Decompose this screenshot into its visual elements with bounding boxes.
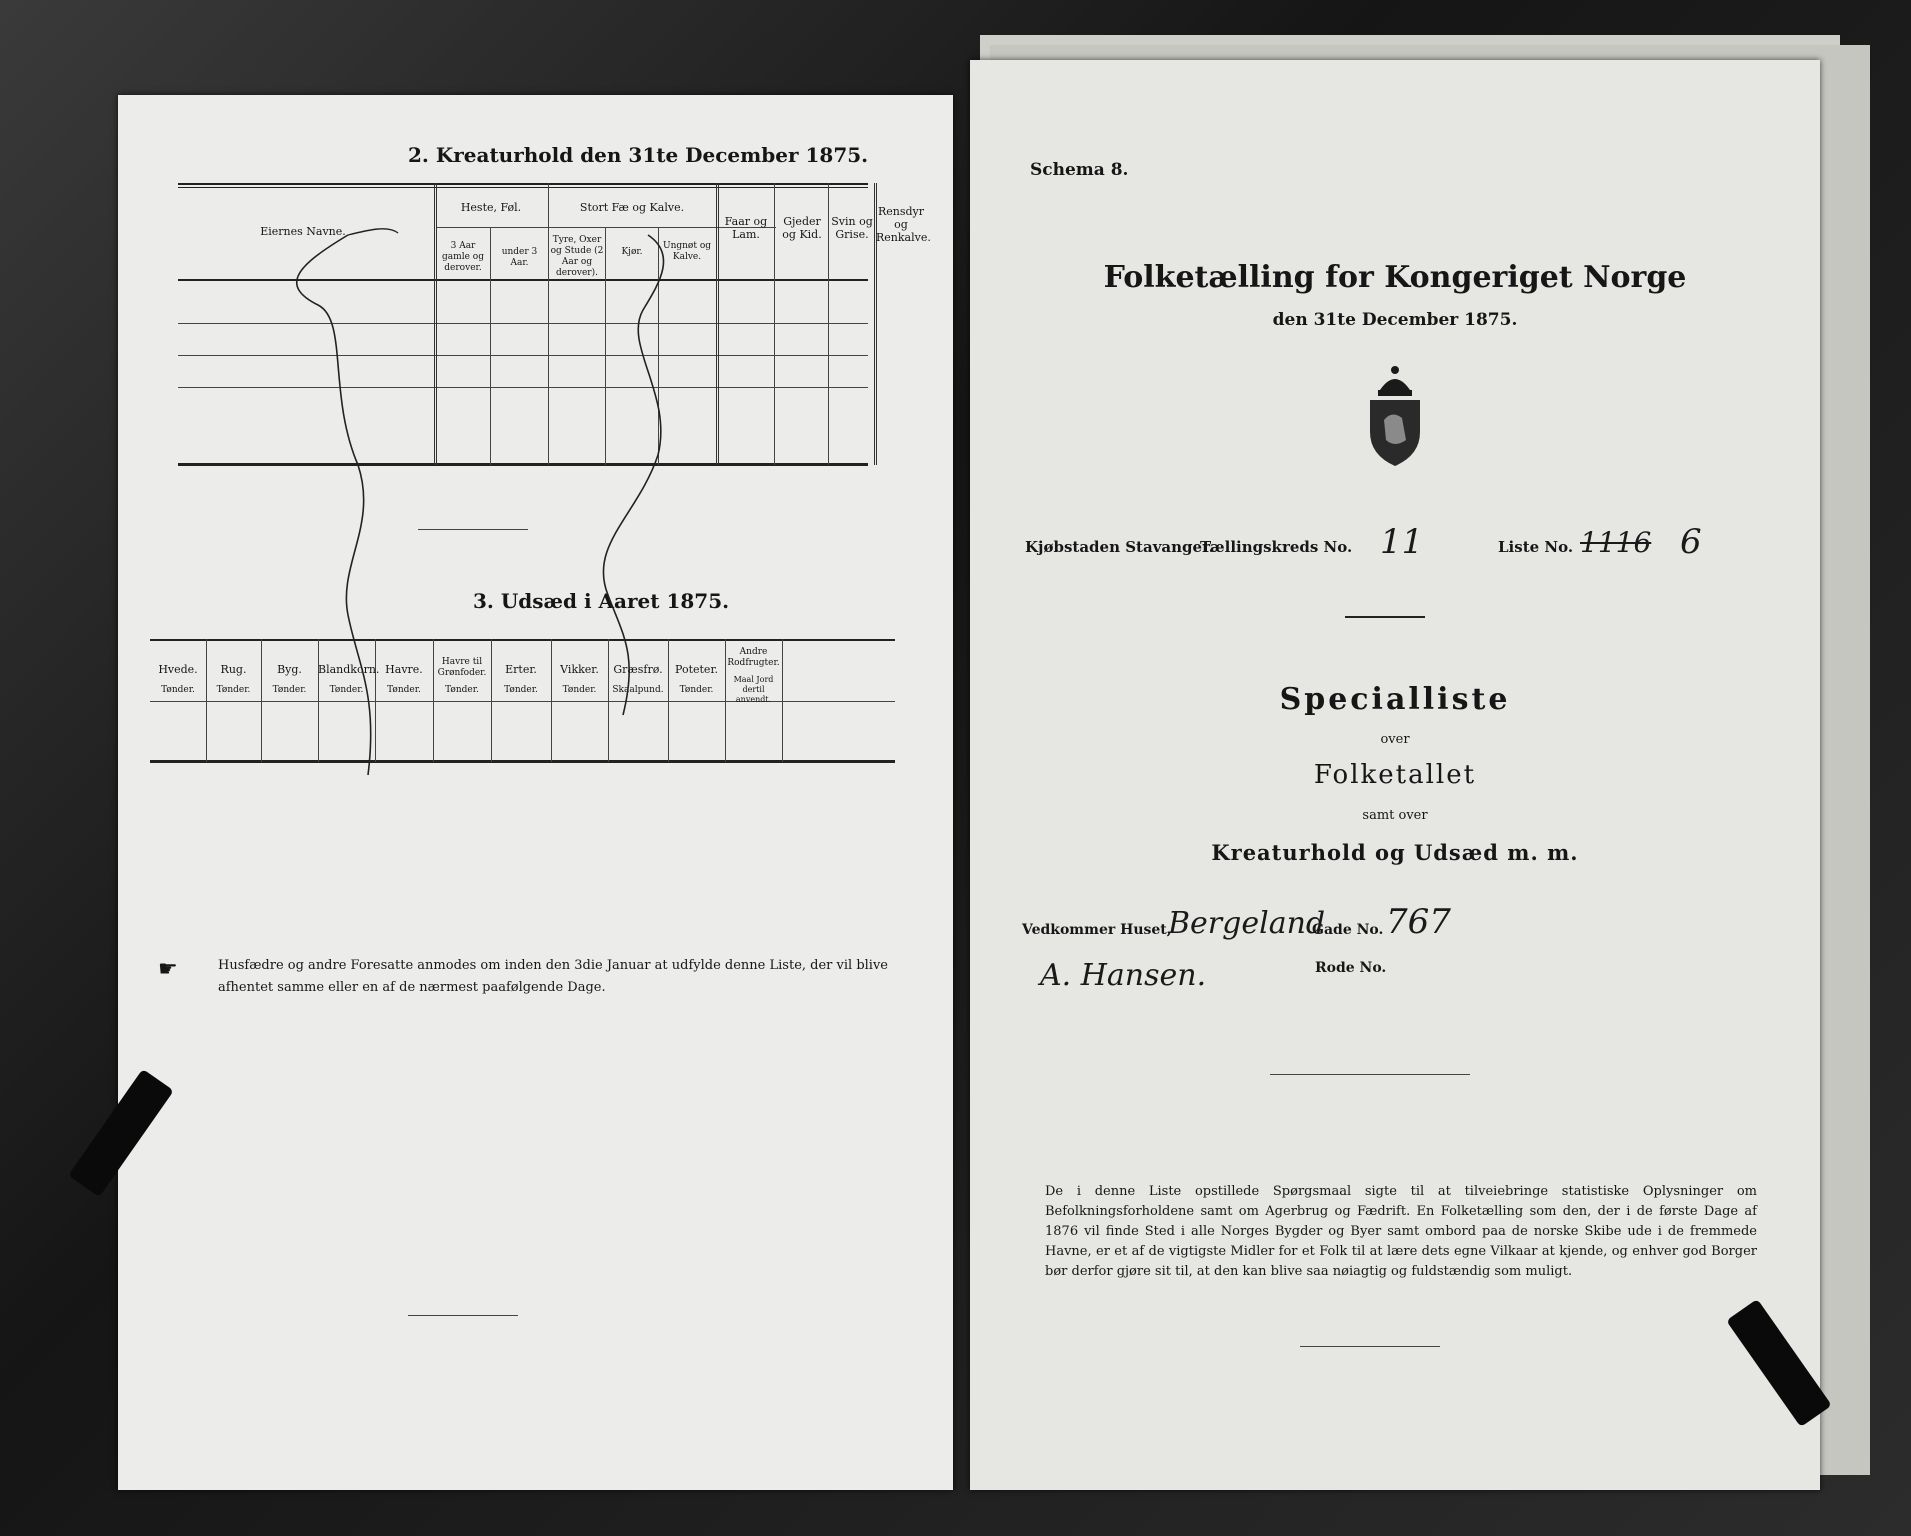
separator: [1300, 1346, 1440, 1347]
seed-unit: Tønder.: [329, 685, 364, 695]
street-label: Gade No.: [1312, 922, 1384, 938]
town-label: Kjøbstaden Stavanger.: [1025, 538, 1214, 556]
house-value: Bergeland: [1168, 906, 1326, 941]
col-pigs: Svin og Grise.: [831, 215, 873, 241]
document-date: den 31te December 1875.: [1272, 310, 1518, 330]
district-label: Tællingskreds No.: [1200, 538, 1353, 556]
seed-col-barley: Byg.: [277, 663, 302, 676]
street-value: 767: [1386, 902, 1451, 942]
col-cattle: Stort Fæ og Kalve.: [579, 201, 685, 214]
owner-name: A. Hansen.: [1040, 958, 1207, 993]
seed-unit: Tønder.: [161, 685, 195, 695]
seed-col-other-roots: Andre Rodfrugter.: [727, 647, 780, 668]
separator: [1345, 616, 1425, 618]
population-heading: Folketallet: [1313, 760, 1477, 790]
seed-col-rye: Rug.: [220, 663, 247, 676]
seed-unit: Skaalpund.: [612, 685, 664, 695]
seed-col-peas: Erter.: [505, 663, 537, 676]
house-label: Vedkommer Huset,: [1022, 922, 1172, 938]
seed-col-mixed-grain: Blandkorn.: [318, 663, 380, 676]
notice-text: Husfædre og andre Foresatte anmodes om inden den 3die Januar at udfylde denne Liste, der vil blive afhentet samme eller en af de nærmest paafølgende Dage.: [218, 958, 888, 995]
livestock-seed-heading: Kreaturhold og Udsæd m. m.: [1211, 840, 1579, 865]
separator: [1270, 1074, 1470, 1075]
document-title: Folketælling for Kongeriget Norge: [1103, 260, 1687, 295]
seed-unit: Tønder.: [387, 685, 421, 695]
col-cattle-young: Ungnøt og Kalve.: [662, 241, 711, 262]
list-label: Liste No.: [1498, 538, 1574, 556]
seed-col-oats-fodder: Havre til Grønfoder.: [437, 657, 487, 678]
col-reindeer: Rensdyr og Renkalve.: [876, 205, 931, 244]
col-horses-under3: under 3 Aar.: [501, 247, 538, 268]
district-value: 11: [1380, 522, 1424, 562]
seed-unit: Tønder.: [562, 685, 597, 695]
seed-unit: Tønder.: [679, 685, 714, 695]
seed-col-potatoes: Poteter.: [675, 663, 718, 676]
livestock-title: 2. Kreaturhold den 31te December 1875.: [408, 143, 869, 167]
seed-unit: Tønder.: [216, 685, 251, 695]
list-value: 6: [1680, 522, 1702, 562]
separator: [408, 1315, 518, 1316]
col-cattle-bulls: Tyre, Oxer og Stude (2 Aar og derover).: [550, 235, 604, 278]
seed-unit: Tønder.: [272, 685, 307, 695]
special-list-heading: Specialliste: [1279, 682, 1511, 717]
over-text: over: [1380, 732, 1410, 747]
seed-unit: Tønder.: [504, 685, 538, 695]
list-struck-value: 1116: [1580, 526, 1652, 559]
col-goats: Gjeder og Kid.: [782, 215, 822, 241]
seed-unit: Maal Jord dertil anvendt.: [733, 675, 774, 704]
explanation-paragraph: De i denne Liste opstillede Spørgsmaal sigte til at tilveiebringe statistiske Oplysninger om Befolkningsforholdene samt om Agerbrug og Fædrift. En Folketælling som den, der i de første Dage af 1876 vil finde Sted i alle Norges Bygder og Byer samt ombord paa de norske Skibe ude i de fremmede Havne, er et af de vigtigste Midler for et Folk til at lære dets egne Vilkaar at kjende, og enhver god Borger bør derfor gjøre sit til, at den kan blive saa nøiagtig og fuldstændig som muligt.: [1045, 1184, 1757, 1279]
seed-title: 3. Udsæd i Aaret 1875.: [473, 589, 730, 613]
col-cattle-cows: Kjør.: [621, 247, 643, 257]
pointing-hand-icon: ☛: [158, 957, 178, 982]
col-owner: Eiernes Navne.: [260, 225, 346, 238]
seed-col-grass-seed: Græsfrø.: [613, 663, 663, 676]
seed-col-vetch: Vikker.: [560, 663, 599, 676]
col-horses: Heste, Føl.: [460, 201, 522, 214]
left-page: [118, 95, 953, 1490]
also-text: samt over: [1362, 808, 1428, 823]
col-sheep: Faar og Lam.: [724, 215, 768, 241]
coat-of-arms-icon: [1362, 360, 1428, 470]
seed-unit: Tønder.: [445, 685, 479, 695]
seed-col-wheat: Hvede.: [158, 663, 198, 676]
handwritten-strokes: [118, 95, 953, 855]
rode-label: Rode No.: [1315, 960, 1387, 976]
col-horses-3yr: 3 Aar gamle og derover.: [442, 241, 484, 273]
right-page: [970, 60, 1820, 1490]
seed-col-oats: Havre.: [385, 663, 423, 676]
schema-label: Schema 8.: [1030, 160, 1129, 180]
